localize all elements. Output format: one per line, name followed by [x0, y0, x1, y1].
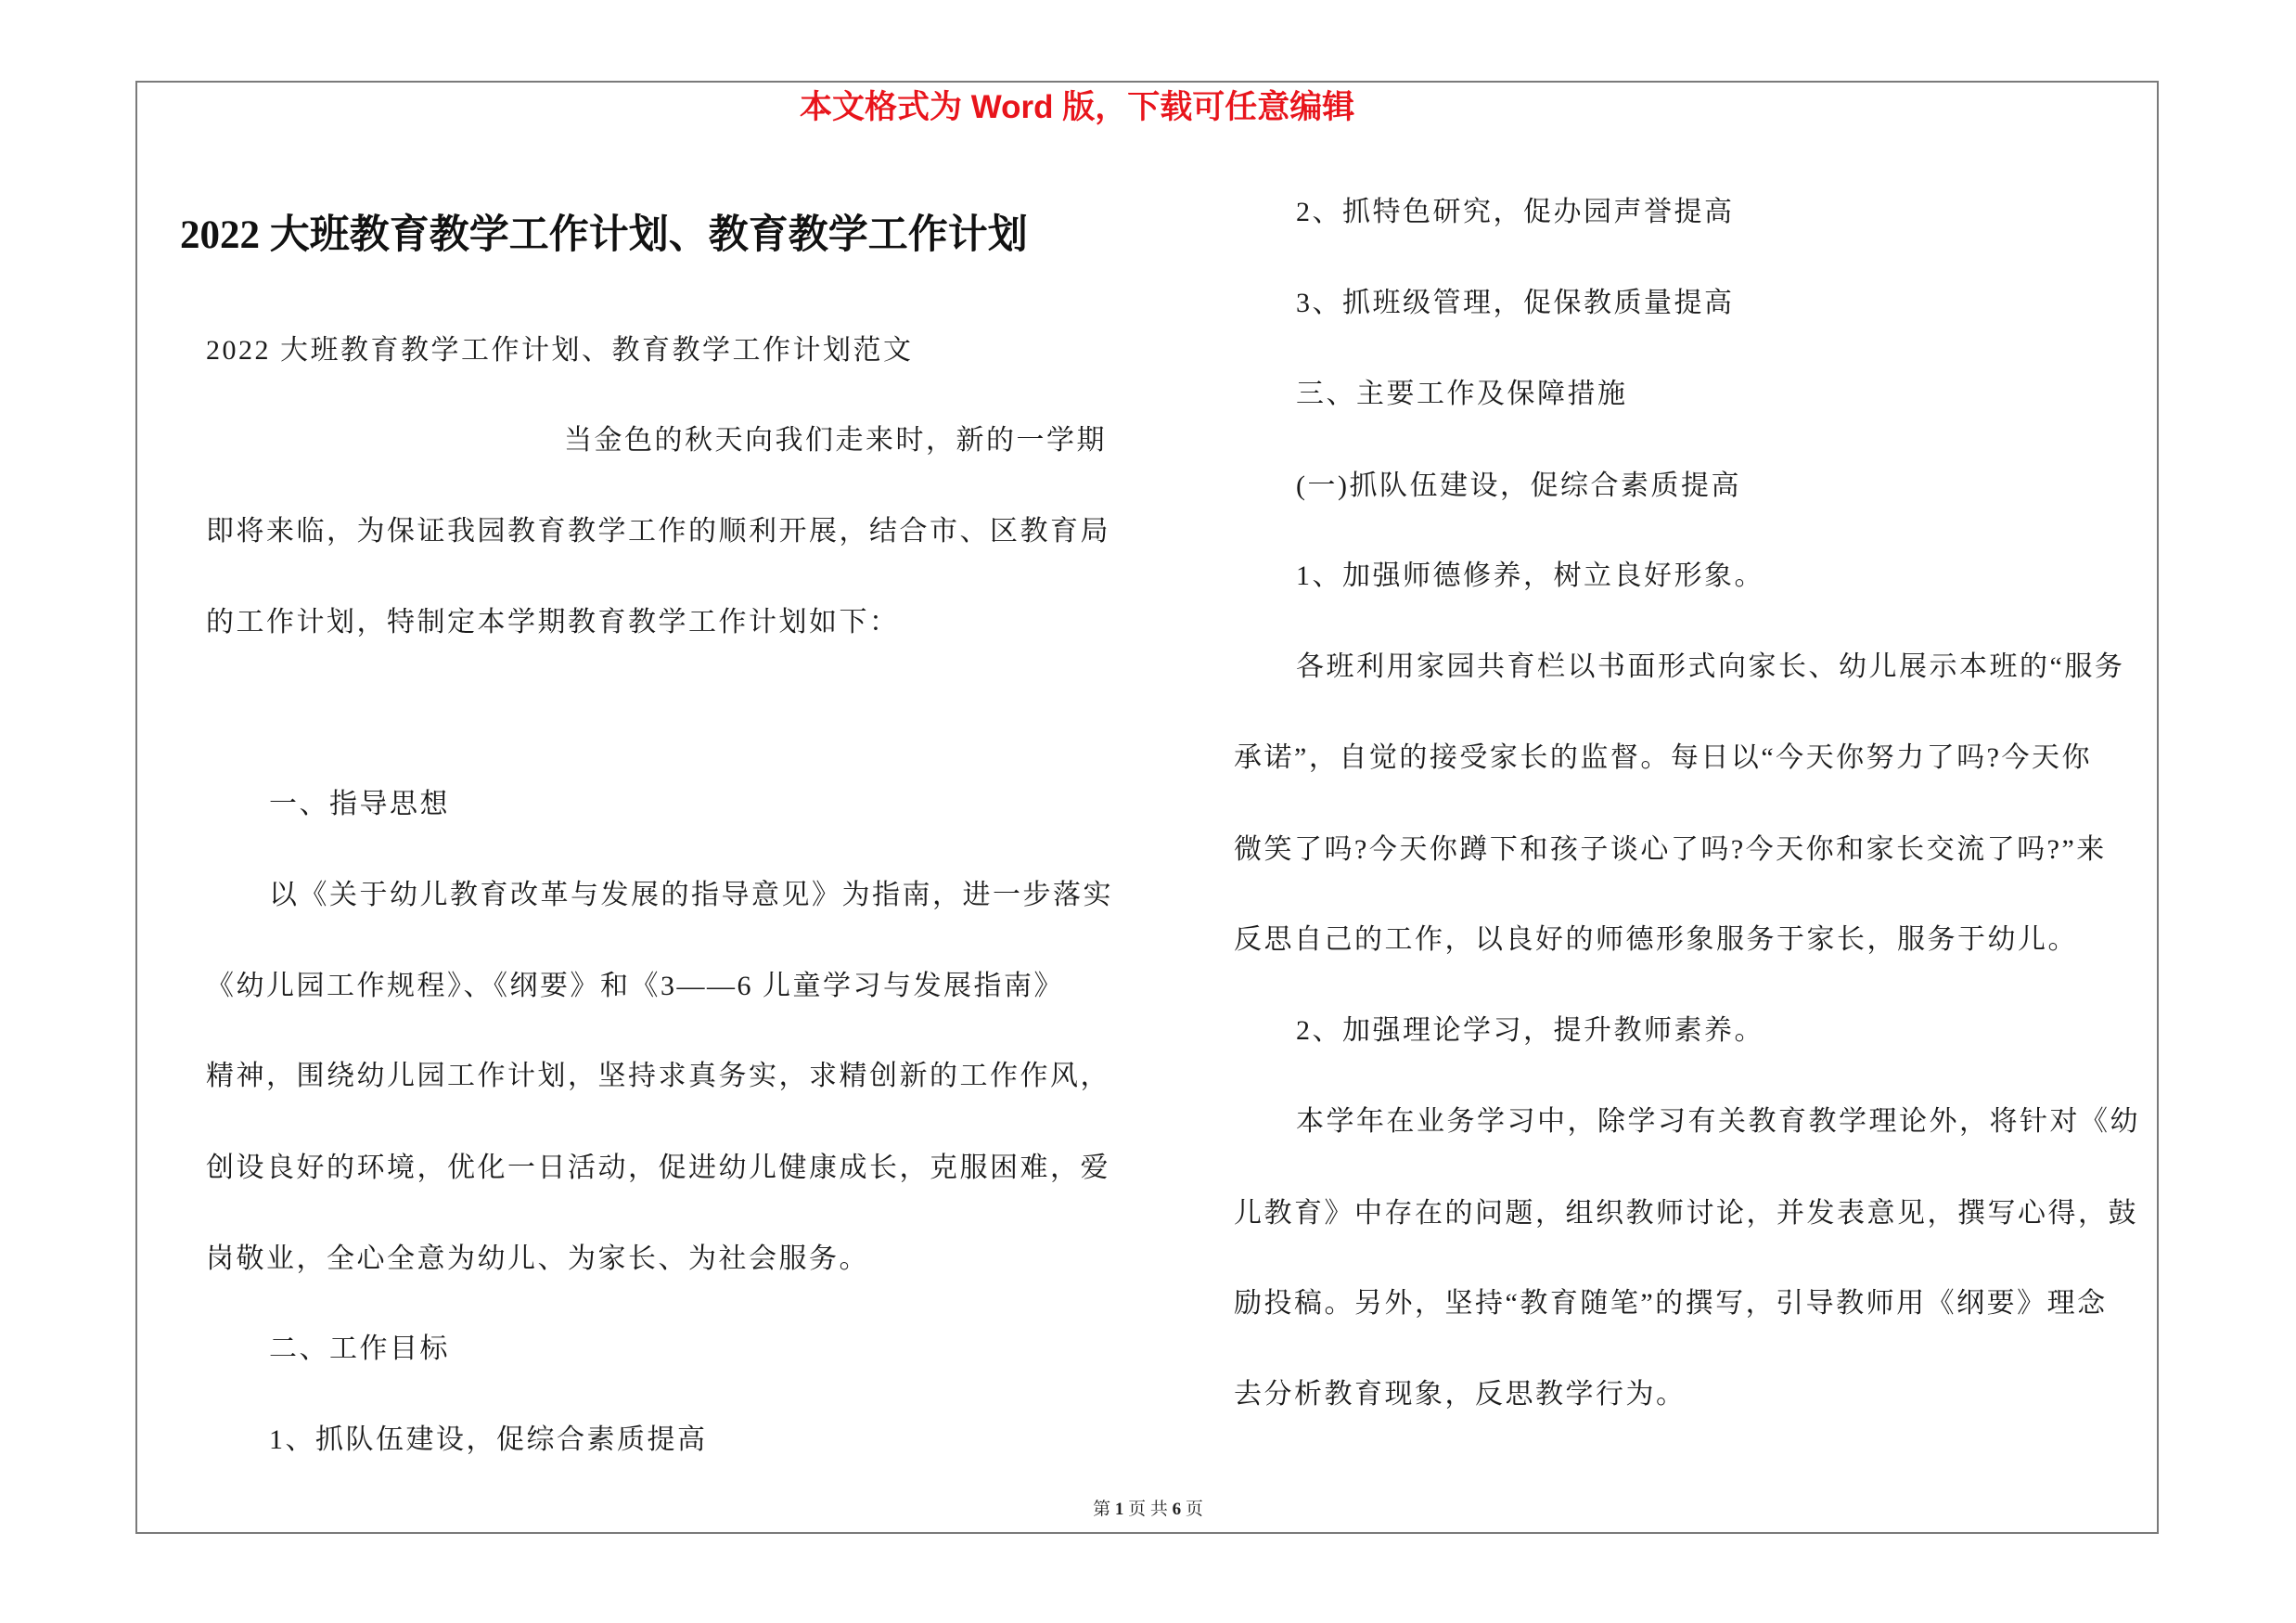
footer-middle: 页 共: [1128, 1500, 1168, 1519]
ethics-paragraph-line: 各班利用家园共育栏以书面形式向家长、幼儿展示本班的“服务: [1296, 651, 2125, 682]
subsection-heading: (一)抓队伍建设，促综合素质提高: [1296, 470, 1741, 501]
ethics-paragraph-line: 微笑了吗?今天你蹲下和孩子谈心了吗?今天你和家长交流了吗?”来: [1234, 834, 2107, 865]
intro-paragraph-line: 即将来临，为保证我园教育教学工作的顺利开展，结合市、区教育局: [206, 516, 1110, 547]
intro-heading-line: 2022 大班教育教学工作计划、教育教学工作计划范文: [206, 335, 914, 366]
guiding-paragraph-line: 以《关于幼儿教育改革与发展的指导意见》为指南，进一步落实: [269, 880, 1113, 910]
goal-item: 3、抓班级管理，促保教质量提高: [1296, 288, 1735, 318]
item-heading: 2、加强理论学习，提升教师素养。: [1296, 1015, 1764, 1046]
section-heading-work-goals: 二、工作目标: [269, 1333, 450, 1364]
footer-suffix: 页: [1185, 1500, 1203, 1519]
section-heading-guiding-ideology: 一、指导思想: [269, 789, 450, 819]
section-heading-main-work: 三、主要工作及保障措施: [1296, 379, 1628, 409]
study-paragraph-line: 励投稿。另外，坚持“教育随笔”的撰写，引导教师用《纲要》理念: [1234, 1288, 2108, 1319]
goal-item: 2、抓特色研究，促办园声誉提高: [1296, 197, 1735, 227]
guiding-paragraph-line: 创设良好的环境，优化一日活动，促进幼儿健康成长，克服困难，爱: [206, 1153, 1110, 1183]
goal-item: 1、抓队伍建设，促综合素质提高: [269, 1424, 708, 1455]
study-paragraph-line: 本学年在业务学习中，除学习有关教育教学理论外，将针对《幼: [1296, 1106, 2140, 1137]
intro-paragraph-line: 当金色的秋天向我们走来时，新的一学期: [564, 425, 1107, 456]
format-notice: 本文格式为 Word 版，下载可任意编辑: [800, 89, 1355, 125]
guiding-paragraph-line: 《幼儿园工作规程》、《纲要》和《3——6 儿童学习与发展指南》: [206, 971, 1064, 1001]
guiding-paragraph-line: 精神，围绕幼儿园工作计划，坚持求真务实，求精创新的工作作风，: [206, 1061, 1110, 1091]
intro-paragraph-line: 的工作计划，特制定本学期教育教学工作计划如下：: [206, 607, 900, 638]
page-number-footer: [0, 1498, 2296, 1522]
guiding-paragraph-line: 岗敬业，全心全意为幼儿、为家长、为社会服务。: [206, 1243, 869, 1274]
study-paragraph-line: 去分析教育现象，反思教学行为。: [1234, 1379, 1687, 1410]
footer-prefix: 第: [1093, 1500, 1111, 1519]
item-heading: 1、加强师德修养，树立良好形象。: [1296, 560, 1764, 591]
total-pages-number: 6: [1172, 1500, 1182, 1519]
ethics-paragraph-line: 承诺”，自觉的接受家长的监督。每日以“今天你努力了吗?今天你: [1234, 742, 2092, 773]
ethics-paragraph-line: 反思自己的工作，以良好的师德形象服务于家长，服务于幼儿。: [1234, 924, 2078, 955]
study-paragraph-line: 儿教育》中存在的问题，组织教师讨论，并发表意见，撰写心得，鼓: [1234, 1198, 2138, 1229]
current-page-number: 1: [1114, 1500, 1124, 1519]
document-title: 2022 大班教育教学工作计划、教育教学工作计划: [180, 213, 1028, 257]
